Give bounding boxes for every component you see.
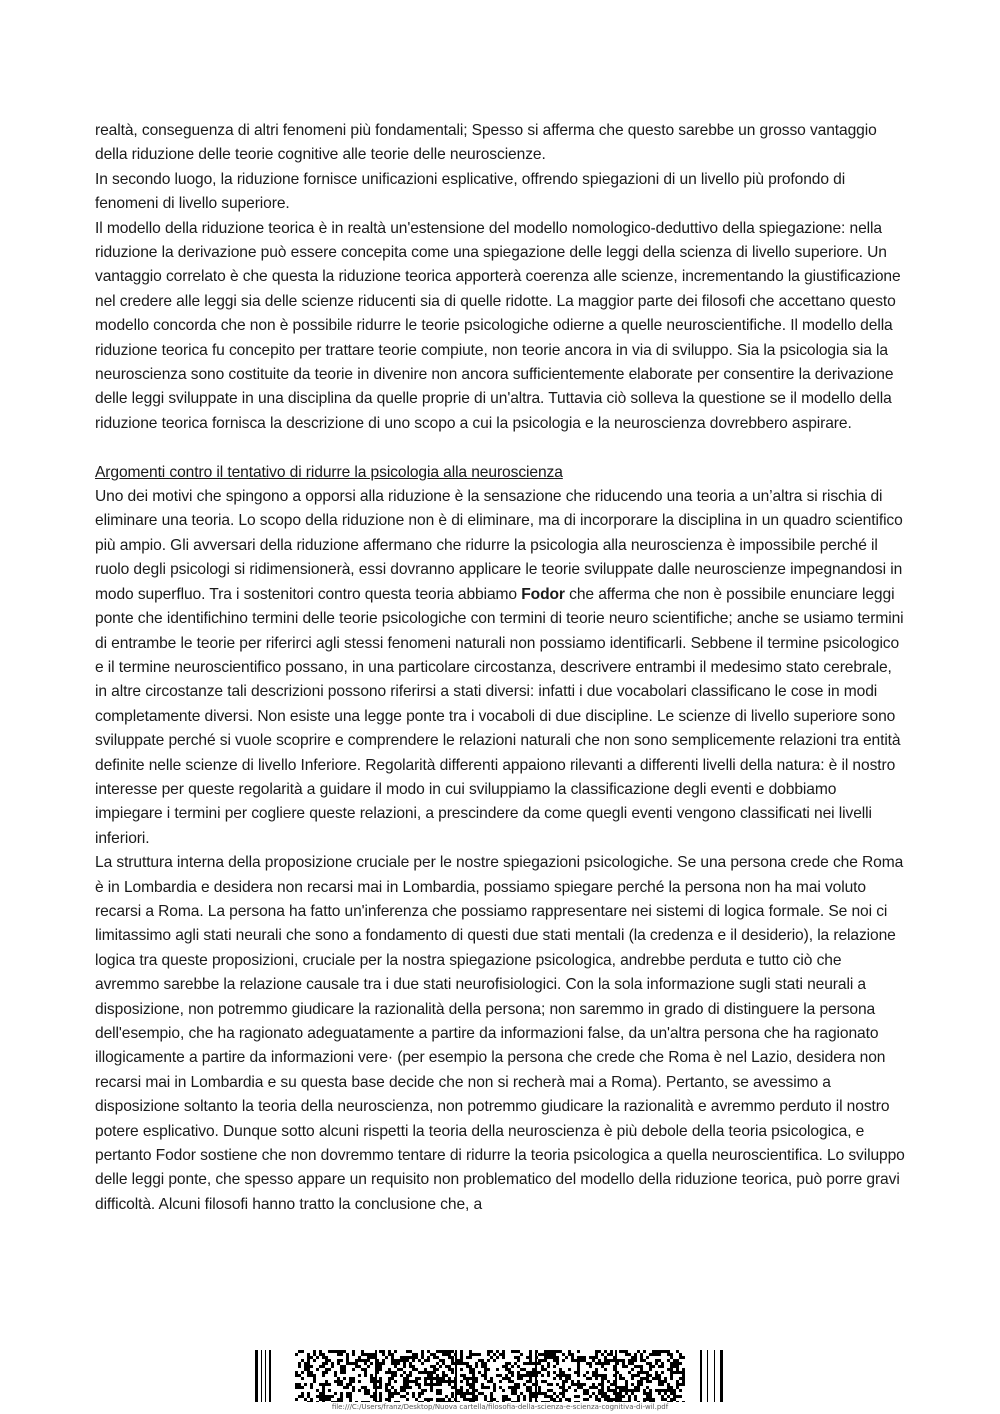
paragraph-spacer — [95, 436, 907, 460]
paragraph-text: Uno dei motivi che spingono a opporsi alla riduzione è la sensazione che riducendo una teoria a un’altra si rischia di eliminare una teoria. Lo scopo della riduzione non è di eliminare, ma di incorporare la disciplina in un quadro scientifico più ampio. Gli avversari della riduzione affermano che ridurre la psicologia alla neuroscienza è impossibile perché il ruolo degli psicologi si ridimensionerà, essi dovranno applicare le teorie sviluppate dalle neuroscienze impegnandosi in modo superfluo. Tra i sostenitori contro questa teoria abbiamo — [95, 488, 903, 603]
paragraph: realtà, conseguenza di altri fenomeni più fondamentali; Spesso si afferma che questo sarebbe un grosso vantaggio della riduzione delle teorie cognitive alle teorie delle neuroscienze. — [95, 122, 877, 164]
footer-file-path: file:///C:/Users/franz/Desktop/Nuova cartella/filosofia-della-scienza-e-scienza-cognitiva-di-wil.pdf — [331, 1403, 669, 1411]
paragraph-text: che afferma che non è possibile enunciare leggi ponte che identifichino termini delle teorie psicologiche con termini di teorie neuro scientifiche; anche se usiamo termini di entrambe le teorie per riferirci agli stessi fenomeni naturali non possiamo identificarli. Sebbene il termine psicologico e il termine neuroscientifico possano, in una particolare circostanza, descrivere entrambi il medesimo stato cerebrale, in altre circostanze tali descrizioni possono riferirsi a stati diversi: infatti i due vocabolari classificano le cose in modi completamente diversi. Non esiste una legge ponte tra i vocaboli di due discipline. Le scienze di livello superiore sono sviluppate perché si vuole scoprire e comprendere le relazioni naturali che non sono semplicemente relazioni tra entità definite nelle scienze di livello Inferiore. Regolarità differenti appaiono rilevanti a differenti livelli della natura: è il nostro interesse per queste regolarità a guidare il modo in cui sviluppiamo la classificazione degli eventi e dobbiamo impiegare i termini per cogliere queste relazioni, a prescindere da come quegli eventi vengono classificati nei livelli inferiori. — [95, 585, 904, 847]
section-heading: Argomenti contro il tentativo di ridurre la psicologia alla neuroscienza — [95, 463, 563, 481]
paragraph: In secondo luogo, la riduzione fornisce unificazioni esplicative, offrendo spiegazioni di un livello più profondo di fenomeni di livello superiore. — [95, 170, 846, 213]
barcode-image — [255, 1350, 745, 1402]
paragraph: La struttura interna della proposizione cruciale per le nostre spiegazioni psicologiche. Se una persona crede che Roma è in Lombardia e desidera non recarsi mai in Lombardia, possiamo spiegare perché la persona non ha mai voluto recarsi a Roma. La persona ha fatto un'inferenza che possiamo rappresentare nei sistemi di logica formale. Se noi ci limitassimo agli stati neurali che sono a fondamento di questi due stati mentali (la credenza e il desiderio), la relazione logica tra queste proposizioni, cruciale per la nostra spiegazione psicologica, andrebbe perduta e tutto ciò che avremmo sarebbe la relazione causale tra i due stati neurofisiologici. Con la sola informazione sugli stati neurali a disposizione, non potremmo giudicare la razionalità della persona; non saremmo in grado di distinguere la persona dell'esempio, che ha ragionato adeguatamente a partire da informazioni false, da un'altra persona che ha ragionato illogicamente a partire da informazioni vere· (per esempio la persona che crede che Roma è nel Lazio, desidera non recarsi mai in Lombardia e su questa base decide che non si recherà mai a Roma). Pertanto, se avessimo a disposizione soltanto la teoria della neuroscienza, non potremmo giudicare la razionalità e avremmo perduto il nostro potere esplicativo. Dunque sotto alcuni rispetti la teoria della neuroscienza è più debole della teoria psicologica, e pertanto Fodor sostiene che non dovremmo tentare di ridurre la teoria psicologica a quella neuroscientifica. Lo sviluppo delle leggi ponte, che spesso appare un requisito non problematico del modello della riduzione teorica, può porre gravi difficoltà. Alcuni filosofi hanno tratto la conclusione che, a — [95, 854, 905, 1213]
bold-name: Fodor — [521, 585, 565, 603]
document-body — [95, 119, 907, 1217]
paragraph: Il modello della riduzione teorica è in realtà un'estensione del modello nomologico-deduttivo della spiegazione: nella riduzione la derivazione può essere concepita come una spiegazione delle leggi della scienza di livello superiore. Un vantaggio correlato è che questa la riduzione teorica apporterà coerenza alle scienze, incrementando la giustificazione nel credere alle leggi sia delle scienze riducenti sia di quelle ridotte. La maggior parte dei filosofi che accettano questo modello concorda che non è possibile ridurre le teorie psicologiche odierne a quelle neuroscientifiche. Il modello della riduzione teorica fu concepito per trattare teorie compiute, non teorie ancora in via di sviluppo. Sia la psicologia sia la neuroscienza sono costituite da teorie in divenire non ancora sufficientemente elaborate per consentire la derivazione delle leggi sviluppate in una disciplina da quelle proprie di un'altra. Tuttavia ciò solleva la questione se il modello della riduzione teorica fornisca la descrizione di uno scopo a cui la psicologia e la neuroscienza dovrebbero aspirare. — [95, 219, 901, 432]
paragraph-fodor — [95, 485, 907, 851]
